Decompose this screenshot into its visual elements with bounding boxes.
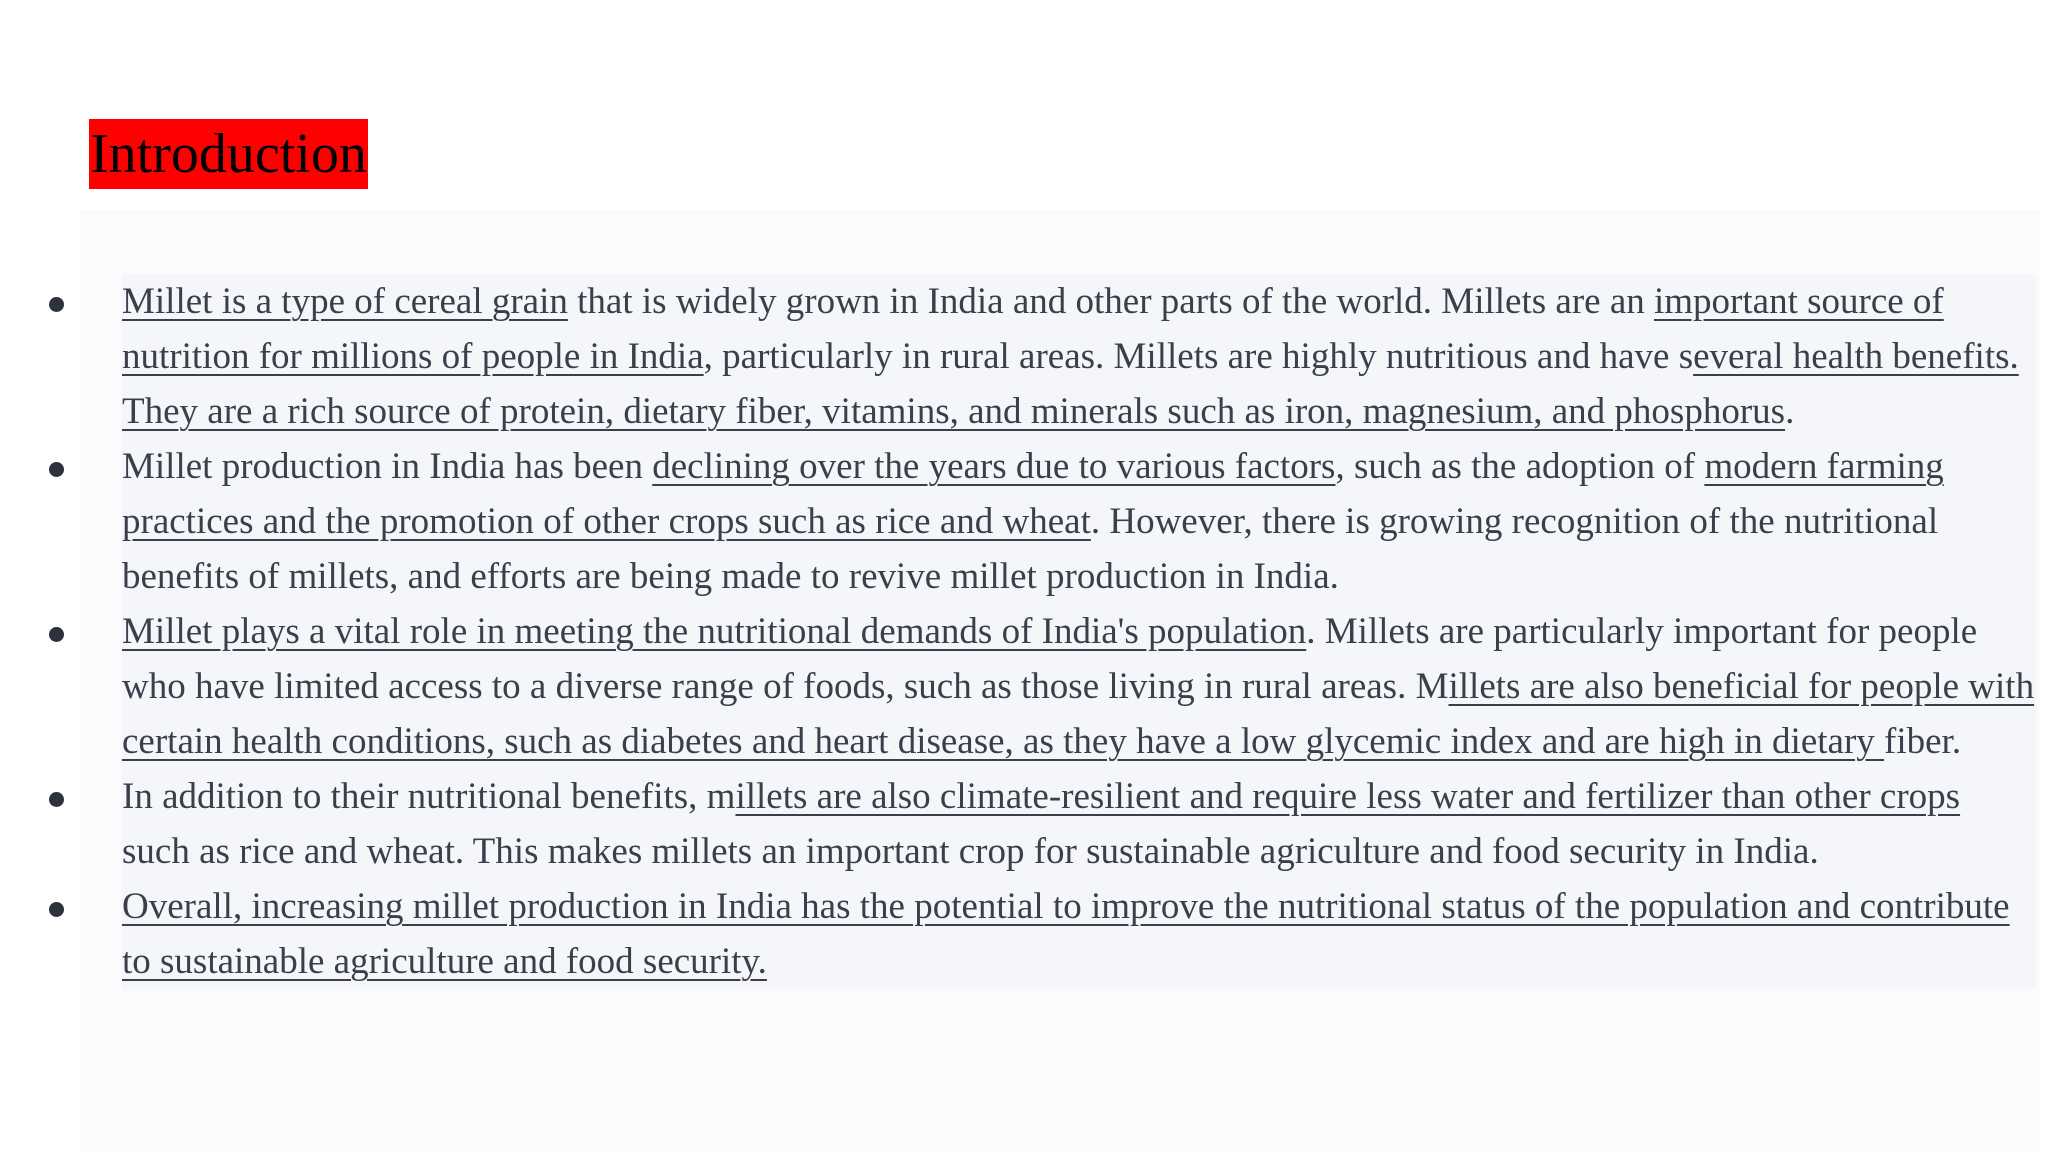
bullet-text — [122, 879, 2036, 989]
text-run: . However, there is growing recognition of the nutritional benefits of millets, and efforts are being made to revive millet production in India. — [122, 501, 1939, 597]
bullet-item-3 — [46, 604, 2036, 769]
underlined-phrase: everal health benefits. They are a rich source of protein, dietary fiber, vitamins, and minerals such as iron, magnesium, and phosphorus — [122, 336, 2019, 432]
text-run: . Millets are particularly important for people who have limited access to a diverse range of foods, such as those living in rural areas. M — [122, 611, 1978, 707]
bullet-text — [122, 439, 2036, 604]
text-run: Millet production in India has been — [122, 446, 653, 487]
underlined-phrase: important source of nutrition for millions of people in India — [122, 281, 1944, 377]
bullet-item-1 — [46, 274, 2036, 439]
underlined-phrase: Millet is a type of cereal grain — [122, 281, 568, 322]
bullet-item-4 — [46, 769, 2036, 879]
text-run: . — [1785, 391, 1795, 432]
text-run: such as rice and wheat. This makes millets an important crop for sustainable agriculture and food security in India. — [122, 831, 1819, 872]
bullet-list — [46, 274, 2036, 989]
underlined-phrase: illets are also beneficial for people with certain health conditions, such as diabetes and heart disease, as they have a low glycemic index and are high in dietary — [122, 666, 2035, 762]
bullet-item-5 — [46, 879, 2036, 989]
underlined-phrase: declining over the years due to various factors — [652, 446, 1336, 487]
text-run: In addition to their nutritional benefits, m — [122, 776, 736, 817]
text-run: that is widely grown in India and other parts of the world. Millets are an — [567, 281, 1654, 322]
underlined-phrase: illets are also climate-resilient and require less water and fertilizer than other crops — [735, 776, 1961, 817]
text-run: , particularly in rural areas. Millets are highly nutritious and have s — [703, 336, 1694, 377]
underlined-phrase: modern farming practices and the promotion of other crops such as rice and wheat — [122, 446, 1944, 542]
bullet-item-2 — [46, 439, 2036, 604]
bullet-text — [122, 274, 2036, 439]
text-run: fiber. — [1884, 721, 1962, 762]
text-run: , such as the adoption of — [1335, 446, 1705, 487]
bullet-text — [122, 769, 2036, 879]
slide-title: Introduction — [89, 119, 368, 189]
underlined-phrase: Millet plays a vital role in meeting the nutritional demands of India's population — [122, 611, 1307, 652]
bullet-text — [122, 604, 2036, 769]
underlined-phrase: Overall, increasing millet production in India has the potential to improve the nutritional status of the population and contribute to sustainable agriculture and food security. — [122, 886, 2010, 982]
